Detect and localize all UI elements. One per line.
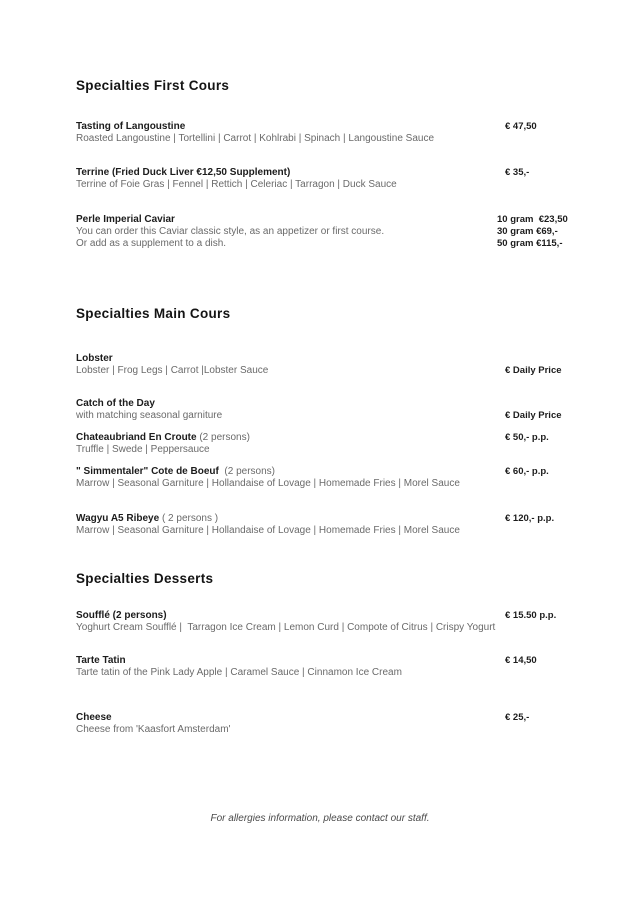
menu-item-perle-imperial-caviar	[76, 214, 610, 250]
item-description: with matching seasonal garniture	[76, 410, 223, 421]
menu-item-tarte-tatin	[76, 655, 610, 679]
menu-item-terrine	[76, 167, 610, 191]
item-price: € 47,50	[505, 121, 537, 132]
item-price: € Daily Price	[505, 365, 562, 376]
item-description: Marrow | Seasonal Garniture | Hollandaise of Lovage | Homemade Fries | Morel Sauce	[76, 478, 460, 489]
item-description: Roasted Langoustine | Tortellini | Carrot | Kohlrabi | Spinach | Langoustine Sauce	[76, 133, 435, 144]
item-title: Terrine (Fried Duck Liver €12,50 Supplement)	[76, 167, 291, 178]
item-description: Truffle | Swede | Peppersauce	[76, 444, 210, 455]
item-title: Cheese	[76, 712, 112, 723]
item-price: € 25,-	[505, 712, 530, 723]
item-title-persons: ( 2 persons )	[159, 513, 219, 524]
item-price: € 15.50 p.p.	[505, 610, 557, 621]
item-title-main: Wagyu A5 Ribeye	[76, 513, 160, 524]
menu-item-tasting-of-langoustine	[76, 121, 610, 145]
item-description-line-1: You can order this Caviar classic style, as an appetizer or first course.	[76, 226, 385, 237]
menu-content	[76, 78, 610, 736]
price-line-10-gram: 10 gram €23,50	[497, 214, 568, 225]
item-description-line-2: Or add as a supplement to a dish.	[76, 238, 227, 249]
item-price: € 35,-	[505, 167, 530, 178]
item-description: Lobster | Frog Legs | Carrot |Lobster Sauce	[76, 365, 269, 376]
item-description: Tarte tatin of the Pink Lady Apple | Caramel Sauce | Cinnamon Ice Cream	[76, 667, 402, 678]
section-heading-main-cours: Specialties Main Cours	[76, 306, 231, 321]
menu-item-simmentaler-cote-de-boeuf	[76, 466, 610, 490]
item-title: Lobster	[76, 353, 113, 364]
item-title: Catch of the Day	[76, 398, 155, 409]
item-title-persons: (2 persons)	[218, 466, 275, 477]
section-heading-desserts: Specialties Desserts	[76, 571, 214, 586]
item-title: Tarte Tatin	[76, 655, 126, 666]
item-title: Tasting of Langoustine	[76, 121, 186, 132]
item-price: € Daily Price	[505, 410, 562, 421]
footer-note: For allergies information, please contact our staff.	[210, 813, 430, 824]
price-line-50-gram: 50 gram €115,-	[497, 238, 563, 249]
menu-item-lobster	[76, 353, 610, 377]
item-description: Cheese from 'Kaasfort Amsterdam'	[76, 724, 231, 735]
menu-item-wagyu-a5-ribeye	[76, 513, 610, 537]
item-description: Marrow | Seasonal Garniture | Hollandaise of Lovage | Homemade Fries | Morel Sauce	[76, 525, 460, 536]
item-price-block	[497, 214, 568, 250]
menu-item-chateaubriand-en-croute	[76, 432, 610, 456]
item-price: € 14,50	[505, 655, 537, 666]
item-price: € 60,- p.p.	[505, 466, 549, 477]
price-line-30-gram: 30 gram €69,-	[497, 226, 558, 237]
menu-item-catch-of-the-day	[76, 398, 610, 422]
item-title-main: Chateaubriand En Croute	[76, 432, 197, 443]
item-price: € 120,- p.p.	[505, 513, 555, 524]
section-heading-first-cours: Specialties First Cours	[76, 78, 230, 93]
menu-item-souffle	[76, 610, 610, 634]
item-title: Perle Imperial Caviar	[76, 214, 175, 225]
item-price: € 50,- p.p.	[505, 432, 549, 443]
menu-item-cheese	[76, 712, 610, 736]
item-description: Terrine of Foie Gras | Fennel | Rettich | Celeriac | Tarragon | Duck Sauce	[76, 179, 397, 190]
item-title: Soufflé (2 persons)	[76, 610, 167, 621]
item-description: Yoghurt Cream Soufflé | Tarragon Ice Cream | Lemon Curd | Compote of Citrus | Crispy Yogurt	[76, 622, 496, 633]
item-title-main: " Simmentaler" Cote de Boeuf	[76, 466, 219, 477]
item-title-persons: (2 persons)	[196, 432, 250, 443]
